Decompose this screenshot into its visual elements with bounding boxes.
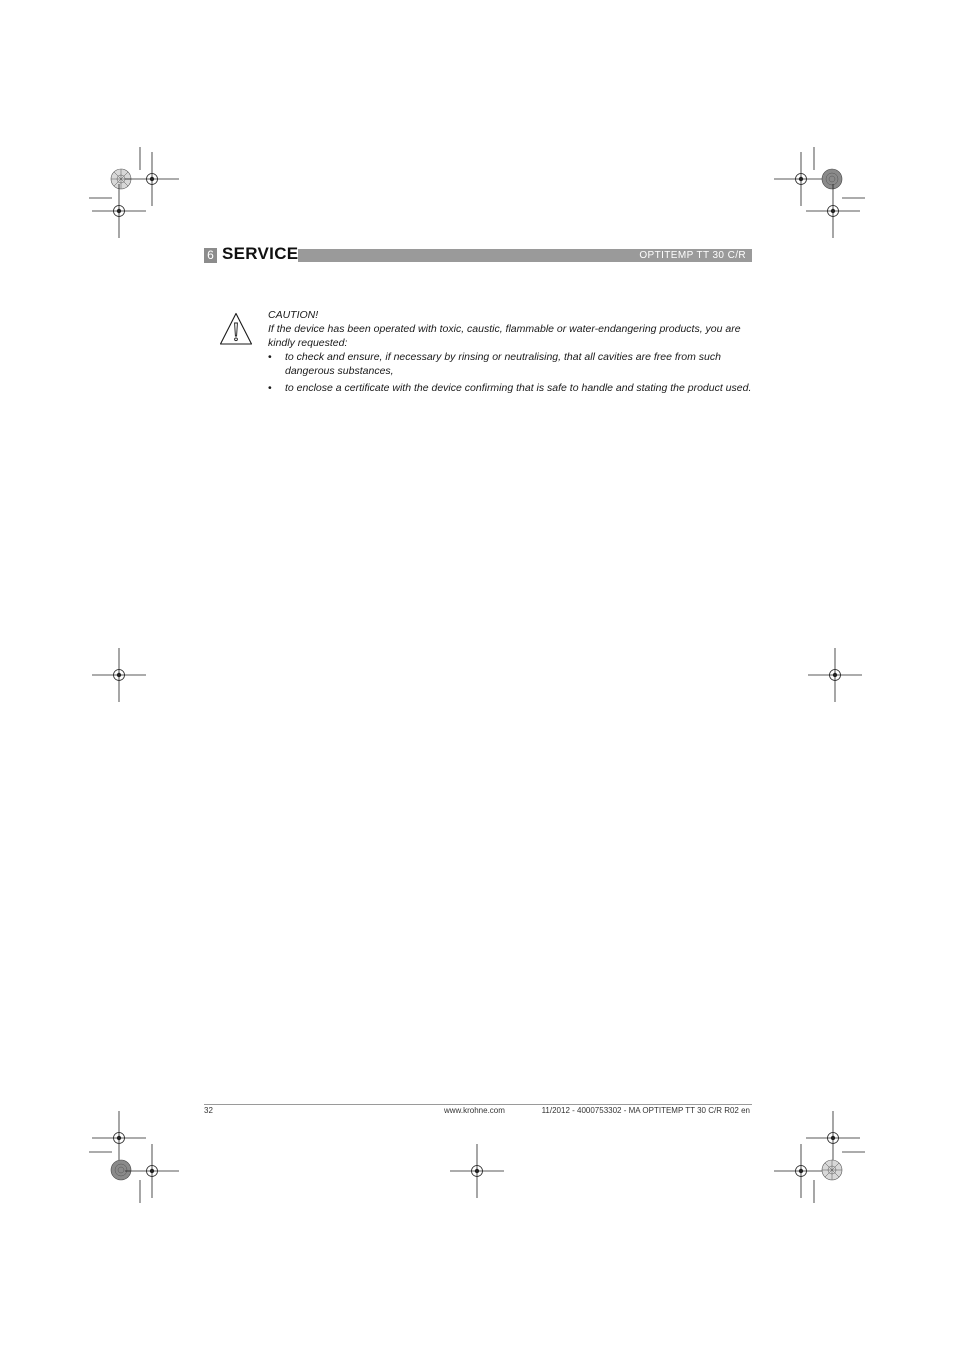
chapter-number: 6: [204, 248, 217, 263]
registration-mark-icon: [774, 1144, 828, 1198]
list-item-text: to check and ensure, if necessary by rinsing or neutralising, that all cavities are free from such dangerous substances,: [285, 351, 721, 377]
caution-notice: [268, 308, 753, 395]
page-number: 32: [204, 1106, 213, 1115]
registration-mark-icon: [92, 648, 146, 702]
registration-disc-icon: [111, 1160, 131, 1180]
registration-mark-icon: [92, 1111, 146, 1165]
list-item-text: to enclose a certificate with the device confirming that is safe to handle and stating the product used.: [285, 382, 752, 394]
registration-mark-icon: [92, 184, 146, 238]
footer-rule: [204, 1104, 752, 1105]
warning-triangle-icon: [219, 312, 253, 346]
registration-disc-icon: [822, 1160, 842, 1180]
chapter-title: SERVICE: [222, 244, 299, 263]
caution-list: [268, 350, 753, 395]
registration-disc-icon: [822, 169, 842, 189]
header-bar: [298, 249, 752, 262]
caution-intro: If the device has been operated with toxic, caustic, flammable or water-endangering products, you are kindly requested:: [268, 323, 741, 349]
registration-mark-icon: [774, 152, 828, 206]
header-product-name: OPTITEMP TT 30 C/R: [639, 250, 746, 261]
bullet-icon: •: [268, 351, 272, 363]
footer-website: www.krohne.com: [444, 1106, 505, 1115]
registration-mark-icon: [450, 1144, 504, 1198]
caution-title: CAUTION!: [268, 309, 319, 321]
registration-mark-icon: [125, 1144, 179, 1198]
registration-mark-icon: [125, 152, 179, 206]
registration-mark-icon: [808, 648, 862, 702]
bullet-icon: •: [268, 382, 272, 394]
footer-document-reference: 11/2012 - 4000753302 - MA OPTITEMP TT 30 C/R R02 en: [541, 1106, 750, 1115]
list-item: [268, 381, 753, 395]
list-item: [268, 350, 753, 378]
registration-mark-icon: [806, 184, 860, 238]
registration-mark-icon: [806, 1111, 860, 1165]
